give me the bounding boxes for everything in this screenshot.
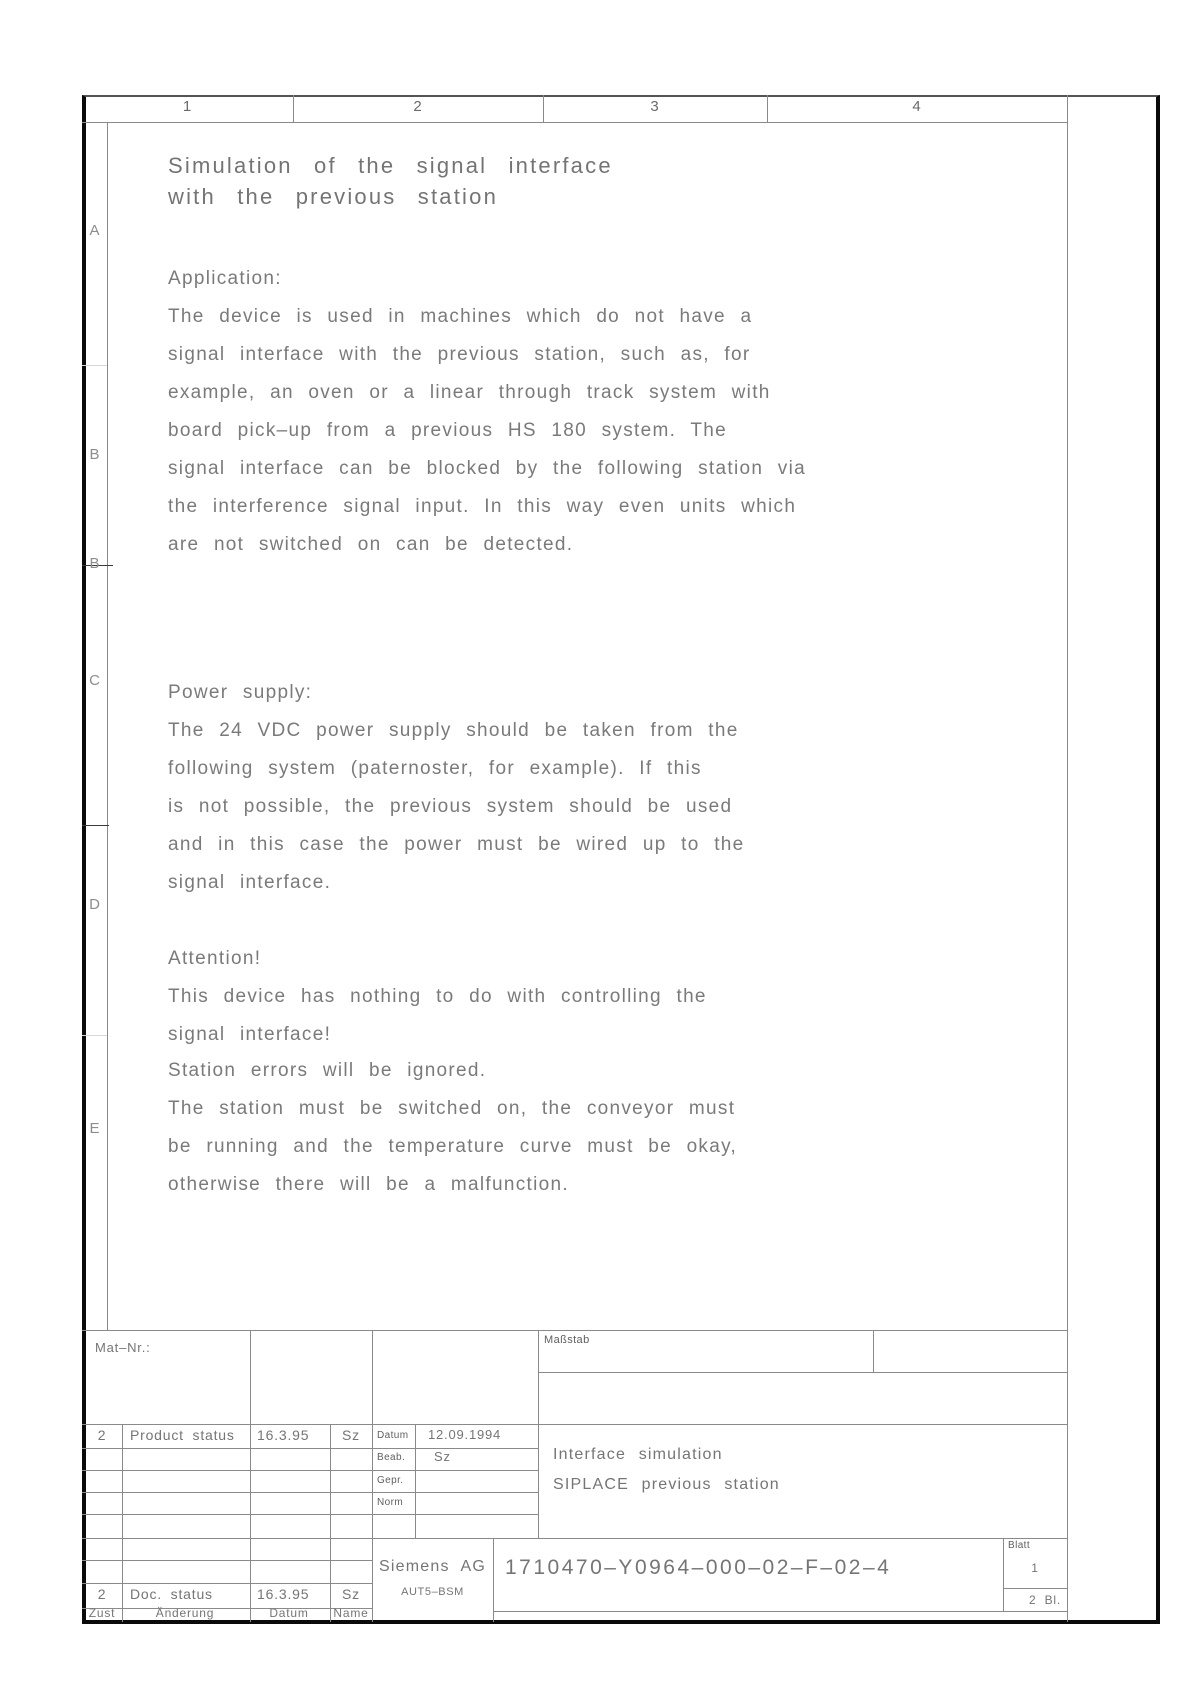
footer-zust-label: Zust xyxy=(88,1606,116,1620)
revision-date: 16.3.95 xyxy=(257,1427,310,1443)
row-divider xyxy=(82,825,109,826)
mat-nr-label: Mat–Nr.: xyxy=(95,1340,151,1355)
frame-line xyxy=(1067,95,1068,1622)
body-text-line: signal interface with the previous station, such as, for xyxy=(168,344,751,365)
revision-name: Sz xyxy=(342,1586,360,1602)
sheet-label: Blatt xyxy=(1008,1540,1031,1551)
titleblock-line xyxy=(415,1424,416,1538)
frame-line xyxy=(107,122,108,1330)
body-text-line: otherwise there will be a malfunction. xyxy=(168,1174,569,1195)
body-text-line: example, an oven or a linear through track system with xyxy=(168,382,771,403)
row-divider xyxy=(82,365,107,366)
titleblock-line xyxy=(82,1514,538,1515)
body-text-line: be running and the temperature curve must be okay, xyxy=(168,1136,738,1157)
revision-date: 16.3.95 xyxy=(257,1586,310,1602)
titleblock-line xyxy=(493,1611,1067,1612)
revision-zust: 2 xyxy=(97,1586,107,1602)
body-text-line: board pick–up from a previous HS 180 system. The xyxy=(168,420,728,441)
column-label: 4 xyxy=(912,98,922,115)
row-label: D xyxy=(89,896,100,913)
revision-name: Sz xyxy=(342,1427,360,1443)
body-text-line: the interference signal input. In this way even units which xyxy=(168,496,797,517)
drafting-label: Gepr. xyxy=(377,1475,404,1486)
body-text-line: is not possible, the previous system should be used xyxy=(168,796,733,817)
frame-line xyxy=(82,122,1067,123)
body-text-line: This device has nothing to do with controlling the xyxy=(168,986,707,1007)
section-heading: Application: xyxy=(168,268,282,289)
body-text-line: are not switched on can be detected. xyxy=(168,534,574,555)
footer-datum-label: Datum xyxy=(269,1606,309,1620)
drafting-value: Sz xyxy=(434,1449,451,1464)
row-label: C xyxy=(89,672,100,689)
drafting-label: Beab. xyxy=(377,1452,406,1463)
footer-aenderung-label: Änderung xyxy=(155,1606,215,1620)
revision-zust: 2 xyxy=(97,1427,107,1443)
document-number: 1710470–Y0964–000–02–F–02–4 xyxy=(505,1556,892,1579)
titleblock-line xyxy=(873,1330,874,1372)
scale-label: Maßstab xyxy=(544,1334,590,1346)
titleblock-line xyxy=(82,1470,538,1471)
titleblock-line xyxy=(82,1560,372,1561)
section-heading: Power supply: xyxy=(168,682,313,703)
row-divider xyxy=(82,1035,107,1036)
department: AUT5–BSM xyxy=(401,1586,464,1598)
titleblock-line xyxy=(538,1330,539,1538)
revision-change: Product status xyxy=(130,1427,235,1443)
body-text-line: signal interface can be blocked by the following station via xyxy=(168,458,806,479)
page-title: with the previous station xyxy=(168,184,499,209)
body-text-line: signal interface. xyxy=(168,872,332,893)
titleblock-line xyxy=(250,1330,251,1622)
company-name: Siemens AG xyxy=(379,1558,486,1575)
drafting-label: Norm xyxy=(377,1497,404,1508)
drafting-label: Datum xyxy=(377,1430,409,1441)
column-label: 2 xyxy=(413,98,423,115)
row-label-struck: B xyxy=(89,555,100,572)
body-text-line: following system (paternoster, for example). If this xyxy=(168,758,702,779)
row-label: A xyxy=(89,222,100,239)
description-line: Interface simulation xyxy=(553,1446,723,1463)
titleblock-line xyxy=(493,1538,494,1622)
titleblock-line xyxy=(122,1424,123,1622)
row-label: B xyxy=(89,446,100,463)
drafting-value: 12.09.1994 xyxy=(428,1427,502,1442)
titleblock-line xyxy=(82,1448,538,1449)
body-text-line: The device is used in machines which do not have a xyxy=(168,306,753,327)
titleblock-line xyxy=(82,1330,1067,1331)
column-label: 3 xyxy=(650,98,660,115)
revision-change: Doc. status xyxy=(130,1586,213,1602)
description-line: SIPLACE previous station xyxy=(553,1476,780,1493)
titleblock-line xyxy=(82,1492,538,1493)
section-heading: Attention! xyxy=(168,948,262,969)
titleblock-line xyxy=(372,1330,373,1622)
row-label: E xyxy=(89,1120,100,1137)
body-text-line: The 24 VDC power supply should be taken from the xyxy=(168,720,739,741)
body-text-line: signal interface! xyxy=(168,1024,332,1045)
titleblock-line xyxy=(82,1424,1067,1425)
titleblock-line xyxy=(1003,1588,1067,1589)
sheet-number: 1 xyxy=(1031,1561,1039,1575)
column-label: 1 xyxy=(182,98,193,115)
titleblock-line xyxy=(82,1583,372,1584)
body-text-line: The station must be switched on, the conveyor must xyxy=(168,1098,736,1119)
page-title: Simulation of the signal interface xyxy=(168,153,613,178)
body-text-line: and in this case the power must be wired up to the xyxy=(168,834,745,855)
body-text-line: Station errors will be ignored. xyxy=(168,1060,487,1081)
titleblock-line xyxy=(538,1372,1067,1373)
footer-name-label: Name xyxy=(333,1606,369,1620)
titleblock-line xyxy=(82,1538,1067,1539)
sheet-total: 2 Bl. xyxy=(1028,1593,1061,1607)
